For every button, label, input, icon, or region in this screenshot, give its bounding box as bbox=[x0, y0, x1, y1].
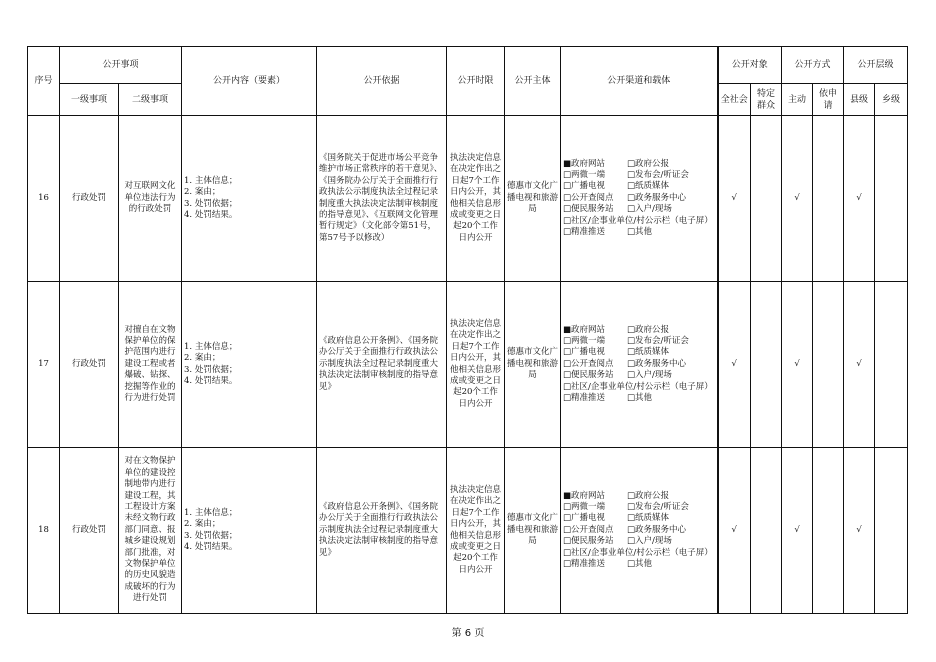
channel-line bbox=[563, 159, 715, 170]
content-cell bbox=[182, 282, 317, 448]
subject-cell: 德惠市文化广播电视和旅游局 bbox=[505, 116, 561, 282]
level1-cell: 行政处罚 bbox=[60, 282, 119, 448]
level2-cell: 对互联网文化单位违法行为的行政处罚 bbox=[119, 116, 182, 282]
header-target-all: 全社会 bbox=[718, 84, 751, 116]
header-method-active: 主动 bbox=[782, 84, 813, 116]
channels-cell bbox=[561, 282, 718, 448]
channel-line bbox=[563, 525, 715, 536]
level2-cell: 对擅自在文物保护单位的保护范围内进行建设工程或者爆破、钻探、挖掘等作业的行为进行处罚 bbox=[119, 282, 182, 448]
channel-option: □社区/企事业单位/村公示栏（电子屏） bbox=[563, 381, 713, 392]
channel-option: □政务服务中心 bbox=[627, 524, 687, 535]
content-line: 2. 案由； bbox=[184, 353, 221, 364]
basis-cell: 《国务院关于促进市场公平竞争维护市场正常秩序的若干意见》、《国务院办公厅关于全面推行行政执法公示制度执法全过程记录制度重大执法决定法制审核制度的指导意见》、《互联网文化管理暂行规定》（文化部令第51号，第57号予以修改） bbox=[317, 116, 447, 282]
channel-option: ■政府网站 bbox=[563, 490, 606, 501]
header-level2: 二级事项 bbox=[119, 84, 182, 116]
header-basis: 公开依据 bbox=[317, 47, 447, 116]
channel-option: □社区/企事业单位/村公示栏（电子屏） bbox=[563, 547, 713, 558]
table-row bbox=[28, 116, 908, 282]
channel-option: □广播电视 bbox=[563, 347, 606, 358]
level-township-cell bbox=[875, 448, 908, 614]
page-number: 第 6 页 bbox=[451, 628, 485, 639]
header-level1: 一级事项 bbox=[60, 84, 119, 116]
channel-line bbox=[563, 393, 715, 404]
content-line: 1. 主体信息； bbox=[184, 507, 238, 518]
channel-line bbox=[563, 227, 715, 238]
table-row bbox=[28, 448, 908, 614]
channel-option: □其他 bbox=[627, 559, 653, 570]
method-active-check: √ bbox=[782, 282, 813, 448]
method-request-cell bbox=[813, 282, 844, 448]
seq-cell: 16 bbox=[28, 116, 60, 282]
header-level-township: 乡级 bbox=[875, 84, 908, 116]
target-all-check: √ bbox=[718, 448, 751, 614]
target-specific-cell bbox=[751, 116, 782, 282]
header-level: 公开层级 bbox=[844, 47, 908, 84]
level-county-check: √ bbox=[844, 282, 875, 448]
target-specific-cell bbox=[751, 282, 782, 448]
channel-option: □政务服务中心 bbox=[627, 192, 687, 203]
level-county-check: √ bbox=[844, 116, 875, 282]
channel-option: □两微一端 bbox=[563, 335, 606, 346]
content-line: 1. 主体信息； bbox=[184, 341, 238, 352]
channels-cell bbox=[561, 448, 718, 614]
channel-option: □纸质媒体 bbox=[627, 181, 670, 192]
header-channels: 公开渠道和载体 bbox=[561, 47, 718, 116]
channel-option: □政务服务中心 bbox=[627, 358, 687, 369]
channel-line bbox=[563, 359, 715, 370]
channel-option: □公开查阅点 bbox=[563, 192, 614, 203]
level2-cell: 对在文物保护单位的建设控制地带内进行建设工程，其工程设计方案未经文物行政部门同意、报城乡建设规划部门批准，对文物保护单位的历史风貌造成破坏的行为进行处罚 bbox=[119, 448, 182, 614]
seq-cell: 17 bbox=[28, 282, 60, 448]
target-all-check: √ bbox=[718, 282, 751, 448]
basis-cell: 《政府信息公开条例》、《国务院办公厅关于全面推行行政执法公示制度执法全过程记录制度重大执法决定法制审核制度的指导意见》 bbox=[317, 282, 447, 448]
channel-option: □入户/现场 bbox=[627, 204, 672, 215]
channel-option: ■政府网站 bbox=[563, 158, 606, 169]
channels-cell bbox=[561, 116, 718, 282]
time-limit-cell: 执法决定信息在决定作出之日起7个工作日内公开，其他相关信息形成或变更之日起20个工作日内公开 bbox=[447, 282, 505, 448]
channel-line bbox=[563, 548, 715, 559]
content-line: 4. 处罚结果。 bbox=[184, 375, 238, 386]
level-township-cell bbox=[875, 116, 908, 282]
channel-line bbox=[563, 370, 715, 381]
channel-option: □入户/现场 bbox=[627, 370, 672, 381]
channel-option: □发布会/听证会 bbox=[627, 501, 689, 512]
content-line: 3. 处罚依据； bbox=[184, 364, 238, 375]
channel-line bbox=[563, 513, 715, 524]
seq-cell: 18 bbox=[28, 448, 60, 614]
table-row bbox=[28, 282, 908, 448]
channel-option: □公开查阅点 bbox=[563, 524, 614, 535]
channel-option: □精准推送 bbox=[563, 393, 606, 404]
time-limit-cell: 执法决定信息在决定作出之日起7个工作日内公开，其他相关信息形成或变更之日起20个工作日内公开 bbox=[447, 116, 505, 282]
header-subject: 公开主体 bbox=[505, 47, 561, 116]
channel-option: □政府公报 bbox=[627, 490, 670, 501]
channel-line bbox=[563, 216, 715, 227]
channel-option: □两微一端 bbox=[563, 501, 606, 512]
channel-line bbox=[563, 325, 715, 336]
channel-option: □广播电视 bbox=[563, 181, 606, 192]
level-township-cell bbox=[875, 282, 908, 448]
channel-option: □纸质媒体 bbox=[627, 513, 670, 524]
content-line: 1. 主体信息； bbox=[184, 175, 238, 186]
header-target: 公开对象 bbox=[718, 47, 782, 84]
method-request-cell bbox=[813, 116, 844, 282]
method-request-cell bbox=[813, 448, 844, 614]
level1-cell: 行政处罚 bbox=[60, 448, 119, 614]
channel-line bbox=[563, 491, 715, 502]
channel-line bbox=[563, 193, 715, 204]
channel-option: □社区/企事业单位/村公示栏（电子屏） bbox=[563, 215, 713, 226]
channel-option: □政府公报 bbox=[627, 324, 670, 335]
content-line: 4. 处罚结果。 bbox=[184, 209, 238, 220]
header-method: 公开方式 bbox=[782, 47, 844, 84]
channel-line bbox=[563, 536, 715, 547]
header-time-limit: 公开时限 bbox=[447, 47, 505, 116]
header-seq: 序号 bbox=[28, 47, 60, 116]
content-line: 2. 案由； bbox=[184, 187, 221, 198]
channel-option: □精准推送 bbox=[563, 559, 606, 570]
channel-option: □精准推送 bbox=[563, 227, 606, 238]
channel-option: □便民服务站 bbox=[563, 536, 614, 547]
channel-option: □其他 bbox=[627, 227, 653, 238]
method-active-check: √ bbox=[782, 116, 813, 282]
method-active-check: √ bbox=[782, 448, 813, 614]
time-limit-cell: 执法决定信息在决定作出之日起7个工作日内公开，其他相关信息形成或变更之日起20个工作日内公开 bbox=[447, 448, 505, 614]
channel-option: □便民服务站 bbox=[563, 204, 614, 215]
channel-option: □广播电视 bbox=[563, 513, 606, 524]
content-line: 4. 处罚结果。 bbox=[184, 541, 238, 552]
channel-option: □便民服务站 bbox=[563, 370, 614, 381]
channel-option: □公开查阅点 bbox=[563, 358, 614, 369]
content-line: 3. 处罚依据； bbox=[184, 530, 238, 541]
channel-line bbox=[563, 204, 715, 215]
header-target-specific: 特定群众 bbox=[751, 84, 782, 116]
level-county-check: √ bbox=[844, 448, 875, 614]
header-method-request: 依申请 bbox=[813, 84, 844, 116]
channel-line bbox=[563, 347, 715, 358]
header-item: 公开事项 bbox=[60, 47, 182, 84]
content-line: 2. 案由； bbox=[184, 519, 221, 530]
subject-cell: 德惠市文化广播电视和旅游局 bbox=[505, 282, 561, 448]
content-cell bbox=[182, 448, 317, 614]
channel-line bbox=[563, 382, 715, 393]
channel-option: □政府公报 bbox=[627, 158, 670, 169]
channel-option: ■政府网站 bbox=[563, 324, 606, 335]
channel-line bbox=[563, 336, 715, 347]
channel-line bbox=[563, 502, 715, 513]
channel-line bbox=[563, 170, 715, 181]
basis-cell: 《政府信息公开条例》、《国务院办公厅关于全面推行行政执法公示制度执法全过程记录制度重大执法决定法制审核制度的指导意见》 bbox=[317, 448, 447, 614]
level1-cell: 行政处罚 bbox=[60, 116, 119, 282]
channel-line bbox=[563, 559, 715, 570]
header-level-county: 县级 bbox=[844, 84, 875, 116]
content-cell bbox=[182, 116, 317, 282]
disclosure-table bbox=[27, 46, 908, 614]
channel-option: □其他 bbox=[627, 393, 653, 404]
header-content: 公开内容（要素） bbox=[182, 47, 317, 116]
header-row-1 bbox=[28, 47, 908, 84]
channel-line bbox=[563, 181, 715, 192]
content-line: 3. 处罚依据； bbox=[184, 198, 238, 209]
channel-option: □发布会/听证会 bbox=[627, 169, 689, 180]
channel-option: □两微一端 bbox=[563, 169, 606, 180]
target-specific-cell bbox=[751, 448, 782, 614]
target-all-check: √ bbox=[718, 116, 751, 282]
subject-cell: 德惠市文化广播电视和旅游局 bbox=[505, 448, 561, 614]
channel-option: □入户/现场 bbox=[627, 536, 672, 547]
channel-option: □纸质媒体 bbox=[627, 347, 670, 358]
channel-option: □发布会/听证会 bbox=[627, 335, 689, 346]
